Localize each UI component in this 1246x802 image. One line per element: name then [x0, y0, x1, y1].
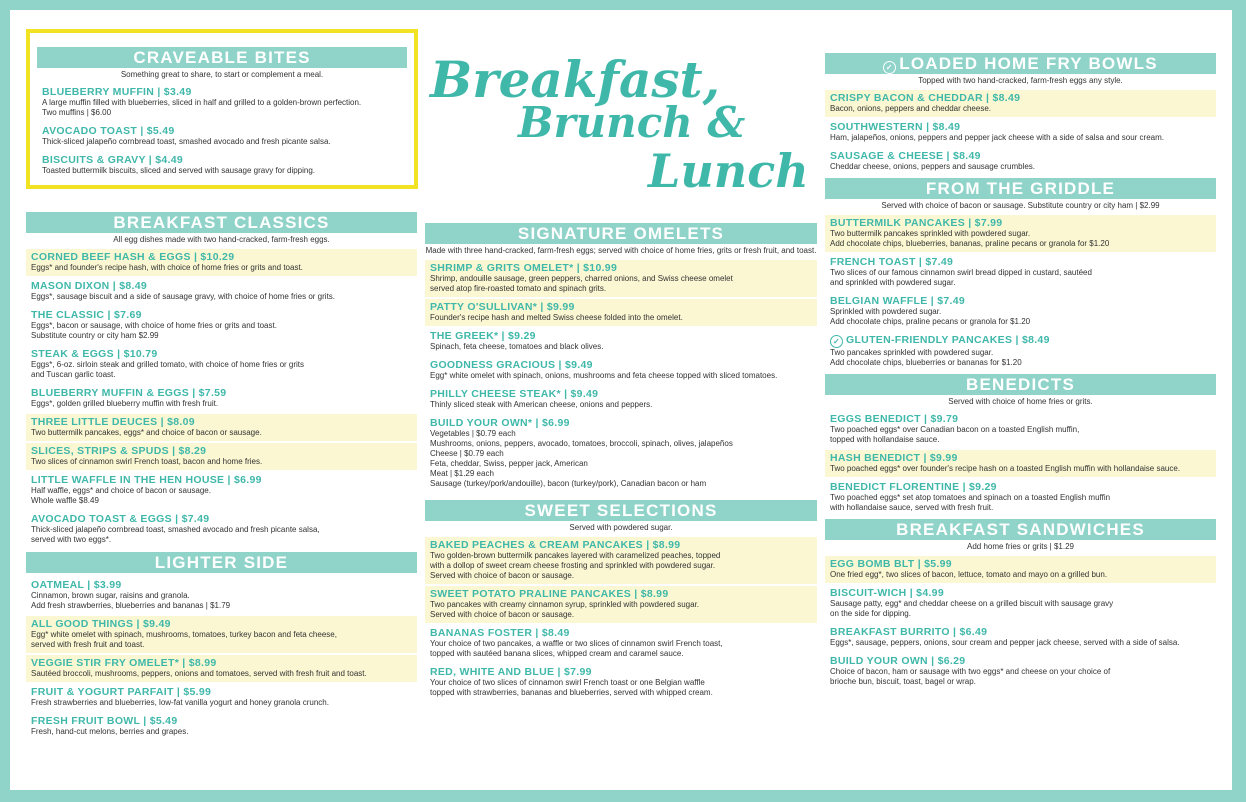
item-name: BLUEBERRY MUFFIN | $3.49: [42, 86, 192, 98]
item-desc: Sprinkled with powdered sugar. Add chocolate chips, praline pecans or granola for $1.20: [830, 307, 1031, 326]
menu-item: [425, 299, 817, 326]
item-desc: Sausage patty, egg* and cheddar cheese on a grilled biscuit with sausage gravy on the side for dipping.: [830, 599, 1114, 618]
section-header-griddle: FROM THE GRIDDLE: [825, 178, 1216, 199]
item-desc: Thick-sliced jalapeño cornbread toast, smashed avocado and fresh picante salsa.: [42, 137, 331, 146]
item-name: BAKED PEACHES & CREAM PANCAKES | $8.99: [430, 539, 681, 551]
section-subtitle: Made with three hand-cracked, farm-fresh eggs; served with choice of home fries, grits or fresh fruit, and toast.: [425, 246, 817, 255]
menu-item: [425, 260, 817, 297]
item-desc: Cheddar cheese, onions, peppers and sausage crumbles.: [830, 162, 1036, 171]
item-desc: Two buttermilk pancakes sprinkled with powdered sugar. Add chocolate chips, blueberries, bananas, praline pecans or granola for $1.20: [830, 229, 1110, 248]
item-desc: Fresh strawberries and blueberries, low-fat vanilla yogurt and honey granola crunch.: [31, 698, 329, 707]
menu-page: [10, 10, 1232, 790]
section-subtitle: Topped with two hand-cracked, farm-fresh eggs any style.: [918, 76, 1123, 85]
item-name: BENEDICT FLORENTINE | $9.29: [830, 481, 997, 493]
item-desc: Two pancakes with creamy cinnamon syrup, sprinkled with powdered sugar. Served with choice of bacon or sausage.: [430, 600, 700, 619]
menu-item: [425, 328, 817, 355]
breakfast-classics-section: [26, 212, 417, 742]
item-desc: Ham, jalapeños, onions, peppers and pepper jack cheese with a side of salsa and sour cream.: [830, 133, 1164, 142]
item-name: BELGIAN WAFFLE | $7.49: [830, 295, 965, 307]
menu-item: [26, 443, 417, 470]
item-name: BREAKFAST BURRITO | $6.49: [830, 626, 988, 638]
menu-item: [825, 624, 1216, 651]
item-name: EGGS BENEDICT | $9.79: [830, 413, 959, 425]
item-desc: Two golden-brown buttermilk pancakes layered with caramelized peaches, topped with a dollop of sweet cream cheese frosting and sprinkled with powdered sugar. Served with choice of bacon or sausage.: [430, 551, 721, 580]
item-desc: Toasted buttermilk biscuits, sliced and served with sausage gravy for dipping.: [42, 166, 316, 175]
item-name: BUILD YOUR OWN | $6.29: [830, 655, 966, 667]
section-subtitle: Something great to share, to start or complement a meal.: [120, 70, 324, 79]
item-desc: Eggs*, sausage biscuit and a side of sausage gravy, with choice of home fries or grits.: [31, 292, 336, 301]
item-name: SOUTHWESTERN | $8.49: [830, 121, 961, 133]
item-name: LITTLE WAFFLE IN THE HEN HOUSE | $6.99: [31, 474, 262, 486]
item-name: BUILD YOUR OWN* | $6.99: [430, 417, 570, 429]
item-desc: Two slices of our famous cinnamon swirl bread dipped in custard, sautéed and sprinkled with powdered sugar.: [830, 268, 1092, 287]
menu-item: [425, 586, 817, 623]
item-name: VEGGIE STIR FRY OMELET* | $8.99: [31, 657, 217, 669]
item-desc: Bacon, onions, peppers and cheddar cheese.: [830, 104, 992, 113]
menu-item: [26, 511, 417, 548]
menu-item: [825, 254, 1216, 291]
item-desc: Egg* white omelet with spinach, onions, mushrooms and feta cheese topped with sliced tomatoes.: [430, 371, 778, 380]
item-name: MASON DIXON | $8.49: [31, 280, 148, 292]
menu-item: [425, 386, 817, 413]
menu-item: [825, 332, 1216, 371]
signature-omelets-section: [425, 223, 817, 703]
item-name: BUTTERMILK PANCAKES | $7.99: [830, 217, 1003, 229]
section-header-text: LOADED HOME FRY BOWLS: [899, 54, 1158, 73]
item-name: PHILLY CHEESE STEAK* | $9.49: [430, 388, 599, 400]
title-line-2: Brunch &: [518, 98, 746, 147]
menu-item: [825, 119, 1216, 146]
title-line-1: Breakfast,: [430, 50, 721, 109]
menu-item: [26, 307, 417, 344]
menu-item: [825, 556, 1216, 583]
item-desc: Half waffle, eggs* and choice of bacon or sausage. Whole waffle $8.49: [31, 486, 211, 505]
menu-item: [825, 148, 1216, 175]
item-name: AVOCADO TOAST | $5.49: [42, 125, 175, 137]
menu-item: [26, 713, 417, 740]
menu-item: [825, 215, 1216, 252]
title-line-3: Lunch: [648, 144, 809, 198]
menu-item: [825, 653, 1216, 690]
item-desc: Your choice of two pancakes, a waffle or two slices of cinnamon swirl French toast, topped with sautéed banana slices, whipped cream and caramel sauce.: [430, 639, 723, 658]
menu-title: [430, 50, 820, 200]
item-name: FRESH FRUIT BOWL | $5.49: [31, 715, 178, 727]
item-desc: Thinly sliced steak with American cheese, onions and peppers.: [430, 400, 653, 409]
menu-item: [825, 411, 1216, 448]
item-desc: Two buttermilk pancakes, eggs* and choice of bacon or sausage.: [31, 428, 262, 437]
item-desc: Fresh, hand-cut melons, berries and grapes.: [31, 727, 189, 736]
section-header: BREAKFAST CLASSICS: [26, 212, 417, 233]
item-desc: Sautéed broccoli, mushrooms, peppers, onions and tomatoes, served with fresh fruit and toast.: [31, 669, 367, 678]
item-name: FRENCH TOAST | $7.49: [830, 256, 954, 268]
menu-item: [425, 625, 817, 662]
section-header-benedicts: BENEDICTS: [825, 374, 1216, 395]
section-header-sweet: SWEET SELECTIONS: [425, 500, 817, 521]
menu-item: [26, 414, 417, 441]
section-header: CRAVEABLE BITES: [37, 47, 407, 68]
item-name: AVOCADO TOAST & EGGS | $7.49: [31, 513, 210, 525]
item-name: RED, WHITE AND BLUE | $7.99: [430, 666, 592, 678]
item-desc: Two poached eggs* set atop tomatoes and spinach on a toasted English muffin with hollandaise sauce, served with fresh fruit.: [830, 493, 1111, 512]
item-desc: Eggs*, bacon or sausage, with choice of home fries or grits and toast. Substitute country or city ham $2.99: [31, 321, 277, 340]
item-desc: A large muffin filled with blueberries, sliced in half and grilled to a golden-brown perfection. Two muffins | $6.00: [42, 98, 362, 117]
menu-item: [425, 537, 817, 584]
item-name: SWEET POTATO PRALINE PANCAKES | $8.99: [430, 588, 669, 600]
gluten-free-icon: ✓: [830, 335, 843, 348]
menu-item: [26, 655, 417, 682]
item-name: EGG BOMB BLT | $5.99: [830, 558, 952, 570]
item-desc: Eggs*, golden grilled blueberry muffin with fresh fruit.: [31, 399, 219, 408]
item-name: STEAK & EGGS | $10.79: [31, 348, 158, 360]
menu-item: [37, 152, 407, 179]
section-subtitle: Add home fries or grits | $1.29: [966, 542, 1075, 551]
item-name: OATMEAL | $3.99: [31, 579, 122, 591]
item-name: BISCUITS & GRAVY | $4.49: [42, 154, 184, 166]
menu-item: [26, 616, 417, 653]
item-name: GOODNESS GRACIOUS | $9.49: [430, 359, 593, 371]
section-subtitle: Served with powdered sugar.: [569, 523, 673, 532]
item-desc: Choice of bacon, ham or sausage with two eggs* and cheese on your choice of brioche bun, biscuit, toast, bagel or wrap.: [830, 667, 1111, 686]
item-name: CRISPY BACON & CHEDDAR | $8.49: [830, 92, 1021, 104]
section-header: [825, 53, 1216, 74]
item-desc: Founder's recipe hash and melted Swiss cheese folded into the omelet.: [430, 313, 683, 322]
section-subtitle: Served with choice of bacon or sausage. Substitute country or city ham | $2.99: [881, 201, 1160, 210]
menu-item: [825, 90, 1216, 117]
menu-item: [26, 472, 417, 509]
item-name: CORNED BEEF HASH & EGGS | $10.29: [31, 251, 235, 263]
item-name: BANANAS FOSTER | $8.49: [430, 627, 570, 639]
menu-item: [425, 664, 817, 701]
item-name: HASH BENEDICT | $9.99: [830, 452, 958, 464]
item-name: [830, 334, 1211, 348]
menu-item: [26, 346, 417, 383]
gluten-free-icon: ✓: [883, 61, 896, 74]
item-name: SLICES, STRIPS & SPUDS | $8.29: [31, 445, 207, 457]
menu-item: [26, 385, 417, 412]
menu-item: [26, 577, 417, 614]
item-desc: Thick-sliced jalapeño cornbread toast, smashed avocado and fresh picante salsa, served with two eggs*.: [31, 525, 320, 544]
item-name-text: GLUTEN-FRIENDLY PANCAKES | $8.49: [846, 334, 1050, 346]
item-desc: Eggs* and founder's recipe hash, with choice of home fries or grits and toast.: [31, 263, 303, 272]
item-desc: Eggs*, sausage, peppers, onions, sour cream and pepper jack cheese, served with a side of salsa.: [830, 638, 1180, 647]
menu-item: [37, 84, 407, 121]
menu-item: [825, 450, 1216, 477]
item-name: THREE LITTLE DEUCES | $8.09: [31, 416, 195, 428]
menu-item: [425, 357, 817, 384]
item-desc: Two poached eggs* over Canadian bacon on a toasted English muffin, topped with hollandaise sauce.: [830, 425, 1080, 444]
item-desc: Egg* white omelet with spinach, mushrooms, tomatoes, turkey bacon and feta cheese, served with fresh fruit and toast.: [31, 630, 337, 649]
item-desc: Your choice of two slices of cinnamon swirl French toast or one Belgian waffle topped with strawberries, bananas and blueberries, served with whipped cream.: [430, 678, 713, 697]
item-name: SAUSAGE & CHEESE | $8.49: [830, 150, 981, 162]
item-desc: Eggs*, 6-oz. sirloin steak and grilled tomato, with choice of home fries or grits and Tuscan garlic toast.: [31, 360, 305, 379]
loaded-bowls-section: [825, 53, 1216, 692]
item-name: BISCUIT-WICH | $4.99: [830, 587, 944, 599]
menu-item: [26, 249, 417, 276]
item-desc: Cinnamon, brown sugar, raisins and granola. Add fresh strawberries, blueberries and bananas | $1.79: [31, 591, 231, 610]
item-name: THE CLASSIC | $7.69: [31, 309, 142, 321]
section-subtitle: Served with choice of home fries or grits.: [948, 397, 1093, 406]
section-header-sandwiches: BREAKFAST SANDWICHES: [825, 519, 1216, 540]
menu-item: [26, 684, 417, 711]
menu-item: [825, 585, 1216, 622]
item-name: ALL GOOD THINGS | $9.49: [31, 618, 171, 630]
section-header: SIGNATURE OMELETS: [425, 223, 817, 244]
item-desc: Spinach, feta cheese, tomatoes and black olives.: [430, 342, 604, 351]
menu-item: [825, 479, 1216, 516]
item-desc: Two pancakes sprinkled with powdered sugar. Add chocolate chips, blueberries or bananas for $1.20: [830, 348, 1022, 367]
item-name: THE GREEK* | $9.29: [430, 330, 536, 342]
item-name: FRUIT & YOGURT PARFAIT | $5.99: [31, 686, 212, 698]
craveable-bites-box: [26, 29, 418, 189]
item-name: SHRIMP & GRITS OMELET* | $10.99: [430, 262, 618, 274]
item-desc: Shrimp, andouille sausage, green peppers, charred onions, and Swiss cheese omelet served atop fire-roasted tomato and spinach grits.: [430, 274, 733, 293]
menu-item: [425, 415, 817, 492]
item-desc: Vegetables | $0.79 each Mushrooms, onions, peppers, avocado, tomatoes, broccoli, spinach, olives, jalapeños Cheese | $0.79 each Feta, cheddar, Swiss, pepper jack, American Meat | $1.29 each Sausage (turkey/pork/andouille), bacon (turkey/pork), Canadian bacon or ham: [430, 429, 733, 488]
section-header-lighter: LIGHTER SIDE: [26, 552, 417, 573]
item-desc: Two poached eggs* over founder's recipe hash on a toasted English muffin with hollandaise sauce.: [830, 464, 1181, 473]
menu-item: [37, 123, 407, 150]
menu-item: [825, 293, 1216, 330]
section-subtitle: All egg dishes made with two hand-cracked, farm-fresh eggs.: [113, 235, 330, 244]
item-desc: One fried egg*, two slices of bacon, lettuce, tomato and mayo on a grilled bun.: [830, 570, 1108, 579]
item-desc: Two slices of cinnamon swirl French toast, bacon and home fries.: [31, 457, 263, 466]
menu-item: [26, 278, 417, 305]
item-name: PATTY O'SULLIVAN* | $9.99: [430, 301, 575, 313]
item-name: BLUEBERRY MUFFIN & EGGS | $7.59: [31, 387, 227, 399]
